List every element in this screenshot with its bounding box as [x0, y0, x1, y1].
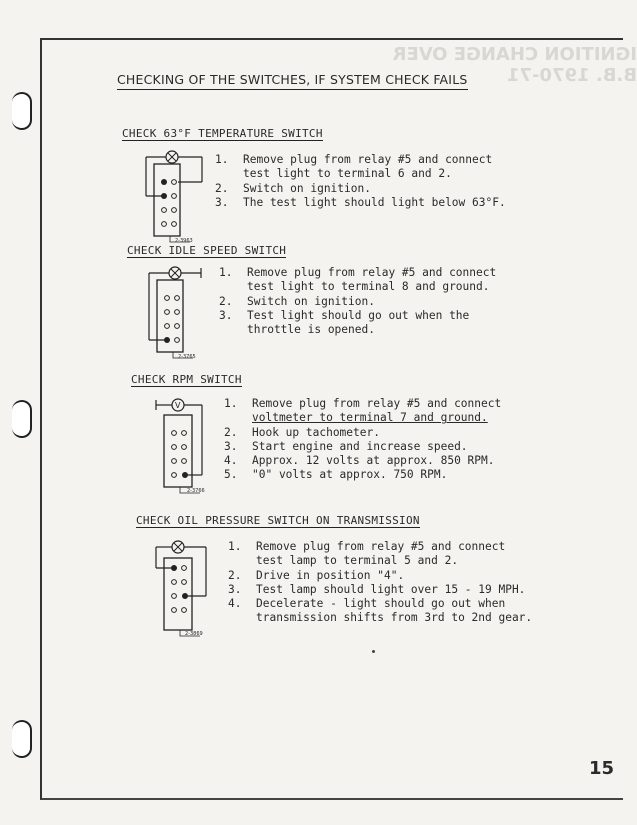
steps-oil-pressure-switch	[228, 540, 532, 626]
page-title: CHECKING OF THE SWITCHES, IF SYSTEM CHECK FAILS	[117, 72, 468, 90]
step: 2. Hook up tachometer.	[224, 425, 380, 439]
svg-text:V: V	[175, 401, 181, 410]
relay-plug-diagram-rpm	[152, 393, 222, 498]
section-title-temperature-switch: CHECK 63°F TEMPERATURE SWITCH	[122, 127, 323, 140]
step: 2. Switch on ignition.	[215, 181, 371, 195]
step: 1. Remove plug from relay #5 and connect test light to terminal 6 and 2.	[215, 153, 493, 181]
section-title-oil-pressure-switch: CHECK OIL PRESSURE SWITCH ON TRANSMISSION	[136, 514, 420, 527]
binder-hole	[12, 720, 32, 758]
relay-plug-diagram-idle	[143, 262, 213, 362]
step: 1. Remove plug from relay #5 and connect test light to terminal 8 and ground.	[219, 266, 497, 294]
steps-temperature-switch	[215, 153, 506, 210]
step: 5. "0" volts at approx. 750 RPM.	[224, 468, 448, 482]
step: 4. Decelerate - light should go out when transmission shifts from 3rd to 2nd gear.	[228, 597, 533, 625]
step: 4. Approx. 12 volts at approx. 850 RPM.	[224, 454, 495, 468]
bleed-through-text: IGNITION CHANGE OVER B.B. 1970-71	[392, 44, 637, 86]
step: 3. Test light should go out when the throttle is opened.	[219, 308, 470, 337]
step: 1. Remove plug from relay #5 and connect voltmeter to terminal 7 and ground.	[224, 397, 502, 425]
step: 3. Test lamp should light over 15 - 19 MPH.	[228, 582, 526, 596]
step: 1. Remove plug from relay #5 and connect test lamp to terminal 5 and 2.	[228, 540, 506, 568]
ink-speck	[372, 650, 375, 653]
step: 3. The test light should light below 63°F.	[215, 195, 506, 209]
step: 2. Drive in position "4".	[228, 568, 405, 582]
binder-hole	[12, 92, 32, 130]
page-number: 15	[589, 758, 615, 779]
relay-plug-diagram-temperature	[140, 146, 210, 246]
steps-rpm-switch	[224, 397, 501, 483]
diagram-code: 2-3765	[178, 354, 196, 360]
step: 3. Start engine and increase speed.	[224, 439, 468, 453]
binder-hole	[12, 400, 32, 438]
diagram-code: 2-3869	[185, 631, 203, 637]
section-title-idle-speed-switch: CHECK IDLE SPEED SWITCH	[127, 244, 287, 257]
relay-plug-diagram-oil-pressure	[150, 536, 222, 641]
section-title-rpm-switch: CHECK RPM SWITCH	[131, 373, 242, 386]
diagram-code: 2-3766	[187, 488, 205, 494]
diagram-code: 2-3963	[175, 238, 193, 244]
step: 2. Switch on ignition.	[219, 294, 375, 308]
steps-idle-speed-switch	[219, 266, 496, 337]
